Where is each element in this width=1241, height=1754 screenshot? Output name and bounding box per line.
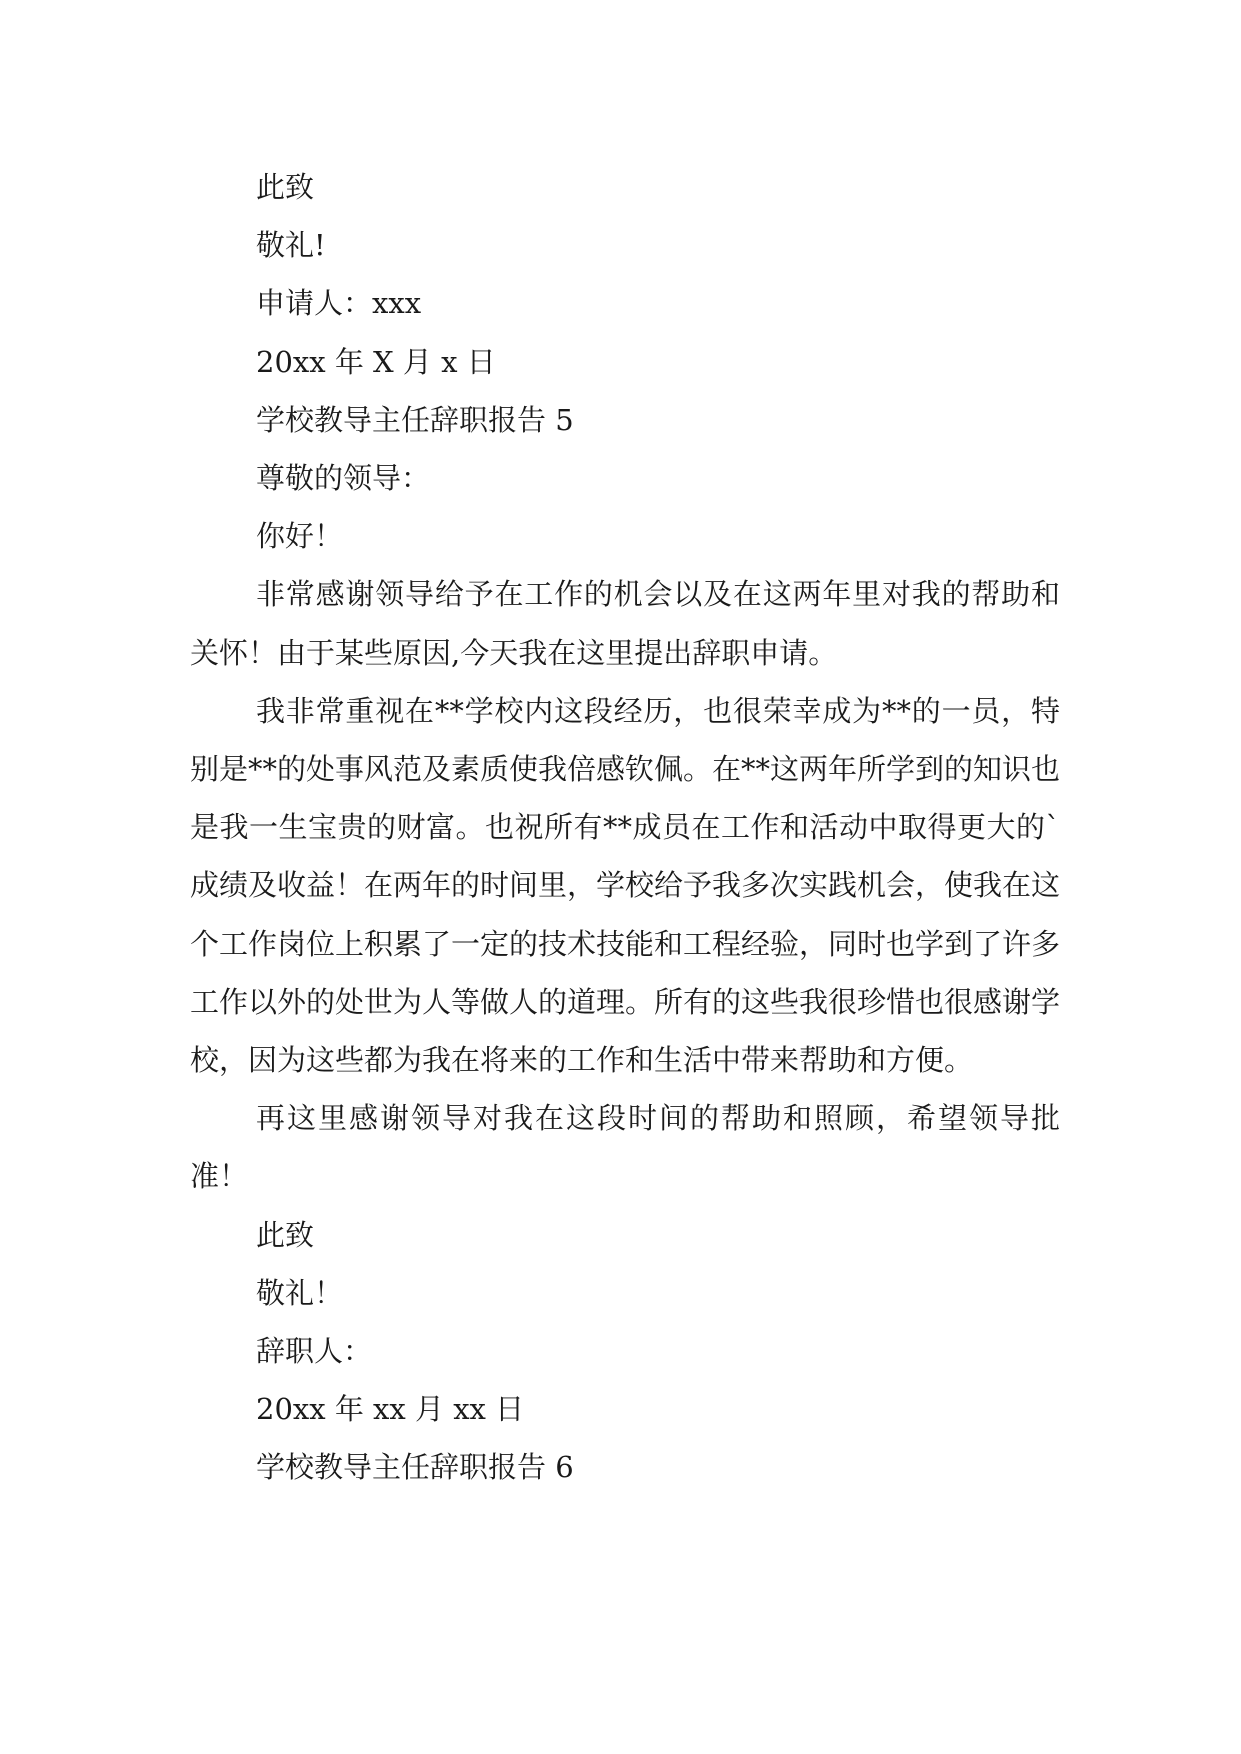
- section-title: 学校教导主任辞职报告 6: [256, 1450, 574, 1485]
- paragraph-experience: 我非常重视在**学校内这段经历，也很荣幸成为**的一员，特别是**的处事风范及素质使我倍感钦佩。在**这两年所学到的知识也是我一生宝贵的财富。也祝所有**成员在工作和活动中取得更大的`成绩及收益！在两年的时间里，学校给予我多次实践机会，使我在这个工作岗位上积累了一定的技术技能和工程经验，同时也学到了许多工作以外的处世为人等做人的道理。所有的这些我很珍惜也很感谢学校，因为这些都为我在将来的工作和生活中带来帮助和方便。: [190, 693, 1061, 1078]
- document-body: [190, 158, 1060, 1497]
- resigner-line: 辞职人：: [256, 1334, 373, 1369]
- paragraph-thanks: 非常感谢领导给予在工作的机会以及在这两年里对我的帮助和关怀！由于某些原因,今天我在这里提出辞职申请。: [190, 577, 1060, 670]
- greeting-addressee: 尊敬的领导：: [256, 461, 431, 496]
- date-line: 20xx 年 xx 月 xx 日: [256, 1392, 525, 1427]
- salute-line: 敬礼！: [256, 1275, 344, 1310]
- greeting-line: 你好！: [256, 519, 344, 554]
- applicant-line: 申请人：xxx: [256, 286, 422, 321]
- paragraph-request: 再这里感谢领导对我在这段时间的帮助和照顾，希望领导批准！: [190, 1101, 1060, 1194]
- salute-line: 敬礼!: [256, 228, 326, 263]
- section-title: 学校教导主任辞职报告 5: [256, 402, 574, 437]
- closing-line: 此致: [256, 170, 315, 204]
- date-line: 20xx 年 X 月 x 日: [256, 344, 496, 379]
- closing-line: 此致: [256, 1217, 315, 1252]
